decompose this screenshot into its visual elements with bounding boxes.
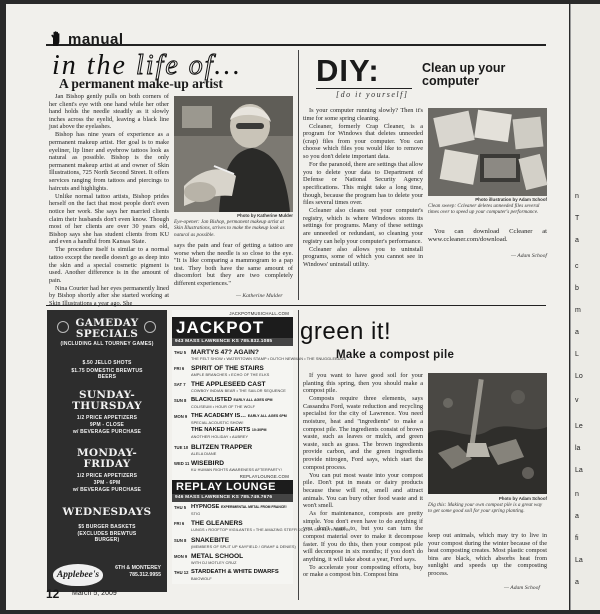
green-paragraph: Composts require three elements, says Cassandra Ford, waste reduction and recycling specialist for the city of Lawrence. You need moisture, heat and "ingredients" to make a compost pile. The ingredients consist of brown waste, such as leaves or mulch, and green waste, such as grass. The brown ingredients provide carbon, and the green ingredients provide nitrogen, Ford says, which start the compost process. <box>303 395 423 471</box>
ad-deal: $.50 JELLO SHOTS <box>82 360 132 366</box>
page-number: 12 <box>46 587 60 601</box>
life-title-prefix: in the <box>52 50 136 81</box>
adjacent-fragment: a <box>575 513 579 520</box>
diy-paragraph: Ccleaner, formerly Crap Cleaner, is a program for Windows that deletes unneeded (crap) files from your computer. You can choose which files you would like to remove so you don't delete important data. <box>303 122 423 161</box>
bishop-photo-caption: Eye-opener: Jan Bishop, permanent makeup artist at Skin Illustrations, strives to make the makeup look as natural as possible. <box>174 219 285 238</box>
life-title-emph: life of <box>136 50 215 81</box>
green-paragraph: If you want to have good soil for your planting this spring, then you should make a compost pile. <box>303 372 423 395</box>
event-day: THU 5 <box>174 505 187 510</box>
ad-line: 3PM - 6PM <box>93 480 121 486</box>
life-paragraph: Nina Courter had her eyes permanently lined by Bishop shortly after she started working at Skin Illustrations a year ago. She <box>49 284 169 308</box>
diy-subtitle: Clean up your computer <box>422 61 506 88</box>
diy-rule <box>316 88 412 89</box>
diy-download <box>428 228 547 245</box>
event-title-tail: EXPERIMENTAL METAL FROM FRANCE! <box>220 505 287 509</box>
event-title: MARTYS 47? AGAIN? <box>191 349 259 356</box>
green-paragraph: To accelerate your composting efforts, buy or make a compost bin. Compost bins <box>303 563 423 579</box>
event-day: FRI 6 <box>174 521 185 526</box>
event-sub: LUNGS • ROOFTOP VIGILANTES • THE AMAZING STEFFI JOLTZ • SIR KEITH MARTIN <box>191 528 350 532</box>
ad-address-street: 6TH & MONTEREY <box>115 565 161 571</box>
diy-paragraph: Ccleaner also allows you to uninstall programs, some of which you cannot see in Windows' uninstall utility. <box>303 245 423 268</box>
section-name: manual <box>68 31 124 48</box>
event-sub: KU HUMAN RIGHTS AWARENESS AFTERPARTY! <box>191 468 282 472</box>
computer-photo-credit: Photo illustration by Adam Schoof <box>475 197 547 202</box>
event-title: WISEBIRD <box>191 460 224 467</box>
event-title-main: BLACKLISTED <box>191 397 232 403</box>
bishop-photo-credit: Photo by Katherine Mulder <box>237 213 293 218</box>
green-paragraph: As for maintenance, composts are pretty simple. You don't even have to do anything if you don't want to, but you can turn the compost material over to make it decompose faster. If you do this, then your compost pile will decompose in six months; if you don't do anything, it will take about a year, Ford says. <box>303 510 423 563</box>
event-title: THE GLEANERS <box>191 520 243 527</box>
green-body <box>303 372 423 580</box>
ad-line: w/ BEVERAGE PURCHASE <box>72 429 142 435</box>
adjacent-fragment: n <box>575 193 579 200</box>
life-body-col2 <box>174 242 293 288</box>
green-subtitle: Make a compost pile <box>336 349 455 361</box>
event-sub: SPECIAL ACOUSTIC SHOW! <box>191 421 244 425</box>
jackpot-header <box>172 317 293 338</box>
green-paragraph: You can put most waste into your compost pile. Don't put in meats or dairy products because these will rot, smell and attract animals. You can bury other food waste and it won't smell. <box>303 471 423 510</box>
event-sub: ANOTHER HOLIDAY • AUBREY <box>191 435 249 439</box>
green-title: green it! <box>300 318 392 345</box>
life-paragraph: Bishop has nine years of experience as a permanent makeup artist. Her goal is to make eyeliner, lip liner and eyebrow tattoos look as natural as possible. Bishop is the only permanent makeup artist at and owner of Skin Illustrations, 725 North Second Street. It offers services ranging from tattoos and piercings to haircuts and highlights. <box>49 131 169 192</box>
green-body-col2 <box>428 532 547 578</box>
event-title <box>191 413 287 419</box>
green-byline: — Adam Schoof <box>504 585 540 591</box>
applebees-ad[interactable] <box>47 310 167 592</box>
diy-paragraph: For the paranoid, there are settings that allow you to delete your data to Department of Defense or National Security Agency specifications. This might take a long time, though, because the program has to delete your files several times over. <box>303 161 424 207</box>
event-title: STARDEATH & WHITE DWARFS <box>191 569 279 575</box>
ad-title: GAMEDAY SPECIALS <box>75 317 139 340</box>
bishop-photo <box>174 96 293 212</box>
jackpot-address: 943 MASS LAWRENCE KS 785.832.1085 <box>175 339 273 344</box>
event-title-main: HYPNOSE <box>191 504 220 510</box>
event-day: SAT 7 <box>174 382 186 387</box>
event-title <box>191 504 287 510</box>
life-subtitle: A permanent make-up artist <box>59 76 223 91</box>
adjacent-fragment: v <box>575 397 579 404</box>
life-paragraph: Unlike normal tattoo artists, Bishop prides herself on the fact that most people don't even notice her work. She says her married clients claim their husbands don't even know. Though most of her clients are over 30 years old, Bishop says she has student clients from KU and even a handful from Kansas State. <box>49 192 169 246</box>
event-sub: WITH DJ MOTLEY CRUZ <box>191 561 237 565</box>
ad-line: (EXCLUDES BREWTUS BURGER) <box>77 531 137 543</box>
replay-address-bar <box>172 494 293 502</box>
jackpot-url[interactable]: JACKPOTMUSICHALL.COM <box>229 311 289 316</box>
ad-day: WEDNESDAYS <box>62 506 152 518</box>
event-sub: BAIOWOLF <box>191 577 212 581</box>
jackpot-address-bar <box>172 338 293 346</box>
adjacent-fragment: fi <box>575 535 579 542</box>
ad-deal: $1.75 DOMESTIC BREWTUS BEERS <box>71 368 143 380</box>
event-day: SUN 8 <box>174 538 187 543</box>
event-sub: THE FELT SHOW • WATERTOWN STAMP • DUTCH NEWMAN • THE SNUGGLEBUGS <box>191 357 347 361</box>
event-title: SNAKEBITE <box>191 537 230 544</box>
event-title <box>191 397 273 403</box>
compost-photo-credit: Photo by Adam Schoof <box>498 496 547 501</box>
ad-line: 9PM - CLOSE <box>89 422 125 428</box>
column-divider-lower <box>298 310 299 600</box>
adjacent-fragment: n <box>575 491 579 498</box>
jackpot-name: JACKPOT <box>176 318 265 337</box>
life-title-suffix: … <box>214 50 242 81</box>
adjacent-fragment: b <box>575 285 579 292</box>
diy-paragraph: Is your computer running slowly? Then it's time for some spring cleaning. <box>303 107 423 122</box>
event-day: FRI 6 <box>174 366 185 371</box>
adjacent-fragment: L <box>575 351 579 358</box>
column-divider <box>298 50 299 300</box>
event-day: WED 11 <box>174 461 190 466</box>
diy-paragraph: Ccleaner also cleans out your computer's registry, which is where Windows stores its settings for programs. Many of these settings are unneeded or redundant, so cleaning your registry can help your computer's performance. <box>303 207 423 245</box>
issue-date: March 5, 2009 <box>72 590 117 597</box>
event-sub: (MEMBERS OF SPLIT UP KAYFIELD / GRAHF & DENIES) <box>191 545 296 549</box>
life-paragraph: The procedure itself is similar to a normal tattoo except the needle doesn't go as deep into the skin and a special cosmetic pigment is used. Another difference is in the amount of pain. <box>49 246 169 284</box>
life-continued: says the pain and fear of getting a tattoo are worse when the needle is so close to the eye. "It is like comparing a mammogram to a pap test. They both have the same amount of discomfort but they are two completely different experiences." <box>174 242 293 287</box>
event-sub: ALELA DIANE <box>191 452 217 456</box>
adjacent-fragment: la <box>575 445 581 452</box>
event-title: SPIRIT OF THE STAIRS <box>191 365 264 372</box>
adjacent-fragment: Lo <box>575 373 583 380</box>
diy-download-text: You can download Ccleaner at www.ccleaner.com/download. <box>428 228 547 243</box>
event-title <box>191 427 266 433</box>
event-title-tail: 10:30PM <box>251 428 267 432</box>
diy-byline: — Adam Schoof <box>511 253 547 259</box>
compost-photo <box>428 373 547 494</box>
replay-url[interactable]: REPLAYLOUNGE.COM <box>239 474 289 479</box>
event-day: THU 12 <box>174 570 189 575</box>
diy-title: DIY: <box>316 53 380 88</box>
adjacent-fragment: a <box>575 579 579 586</box>
life-byline: — Katherine Mulder <box>236 293 283 299</box>
computer-photo-caption: Clean sweep: Ccleaner deletes unneeded files several times over to speed up your computer's performance. <box>428 203 540 216</box>
event-title-tail: EARLY ALL AGES 6PM <box>233 398 273 402</box>
ad-line: 1/2 PRICE APPETIZERS <box>76 473 138 479</box>
event-sub: COLISEUM • HOUR OF THE WOLF <box>191 405 256 409</box>
adjacent-fragment: c <box>575 263 579 270</box>
adjacent-fragment: La <box>575 557 583 564</box>
event-sub: AMPLE BRANCHES • ECHO OF THE ELKS <box>191 373 270 377</box>
applebees-logo: Applebee's <box>53 564 103 586</box>
adjacent-fragment: m <box>575 307 581 314</box>
green-continued: keep out animals, which may try to live in your compost during the winter because of the heat composting creates. Most plastic compost bins are black, which absorbs heat from sunlight and speeds up the composting process. <box>428 532 547 577</box>
diy-body <box>303 107 423 269</box>
event-sub: COWBOY INDIAN BEAR • THE SAILOR SEQUENCE <box>191 389 286 393</box>
ad-address-phone: 785.312.9955 <box>129 571 161 578</box>
event-day: THU 5 <box>174 350 187 355</box>
ad-day: SUNDAY-THURSDAY <box>72 389 142 412</box>
ad-line: 1/2 PRICE APPETIZERS <box>76 415 138 421</box>
adjacent-fragment: a <box>575 237 579 244</box>
event-title-tail: EARLY ALL AGES 6PM <box>247 414 287 418</box>
replay-name: REPLAY LOUNGE <box>176 481 277 493</box>
computer-photo <box>428 108 547 196</box>
newspaper-page <box>6 4 569 610</box>
adjacent-fragment: a <box>575 329 579 336</box>
replay-address: 946 MASS LAWRENCE KS 785.749.7676 <box>175 495 273 500</box>
event-title: METAL SCHOOL <box>191 553 244 560</box>
event-title: BLITZEN TRAPPER <box>191 444 253 451</box>
event-title-main: THE ACADEMY IS… <box>191 413 247 419</box>
ad-line: w/ BEVERAGE PURCHASE <box>72 487 142 493</box>
hand-icon <box>50 31 62 47</box>
diy-tagline: [do it yourself] <box>336 90 409 99</box>
compost-photo-caption: Dig this: Making your own compost pile is a great way to get some good soil for your spring planting. <box>428 502 543 515</box>
adjacent-page <box>570 4 600 610</box>
event-title-main: THE NAKED HEARTS <box>191 427 251 433</box>
ad-address <box>115 565 161 578</box>
event-day: TUE 10 <box>174 445 189 450</box>
life-body-col1 <box>49 93 169 308</box>
life-paragraph: Jan Bishop gently pulls on both corners of her client's eye with one hand while her other hand holds the needle steadily as it slowly inches across the eyelid, leaving a black line just above the eyelashes. <box>49 93 169 131</box>
event-day: SUN 8 <box>174 398 187 403</box>
event-title: THE APPLESEED CAST <box>191 381 266 388</box>
adjacent-fragment: Le <box>575 423 583 430</box>
adjacent-fragment: La <box>575 467 583 474</box>
ad-subtitle: (INCLUDING ALL TOURNEY GAMES) <box>60 341 154 347</box>
ad-line: $5 BURGER BASKETS <box>78 524 136 530</box>
event-sub: STIG <box>191 512 201 516</box>
event-day: MON 9 <box>174 414 188 419</box>
event-day: MON 9 <box>174 554 188 559</box>
adjacent-fragment: T <box>575 215 580 222</box>
replay-header <box>172 480 293 494</box>
ad-day: MONDAY-FRIDAY <box>77 447 137 470</box>
